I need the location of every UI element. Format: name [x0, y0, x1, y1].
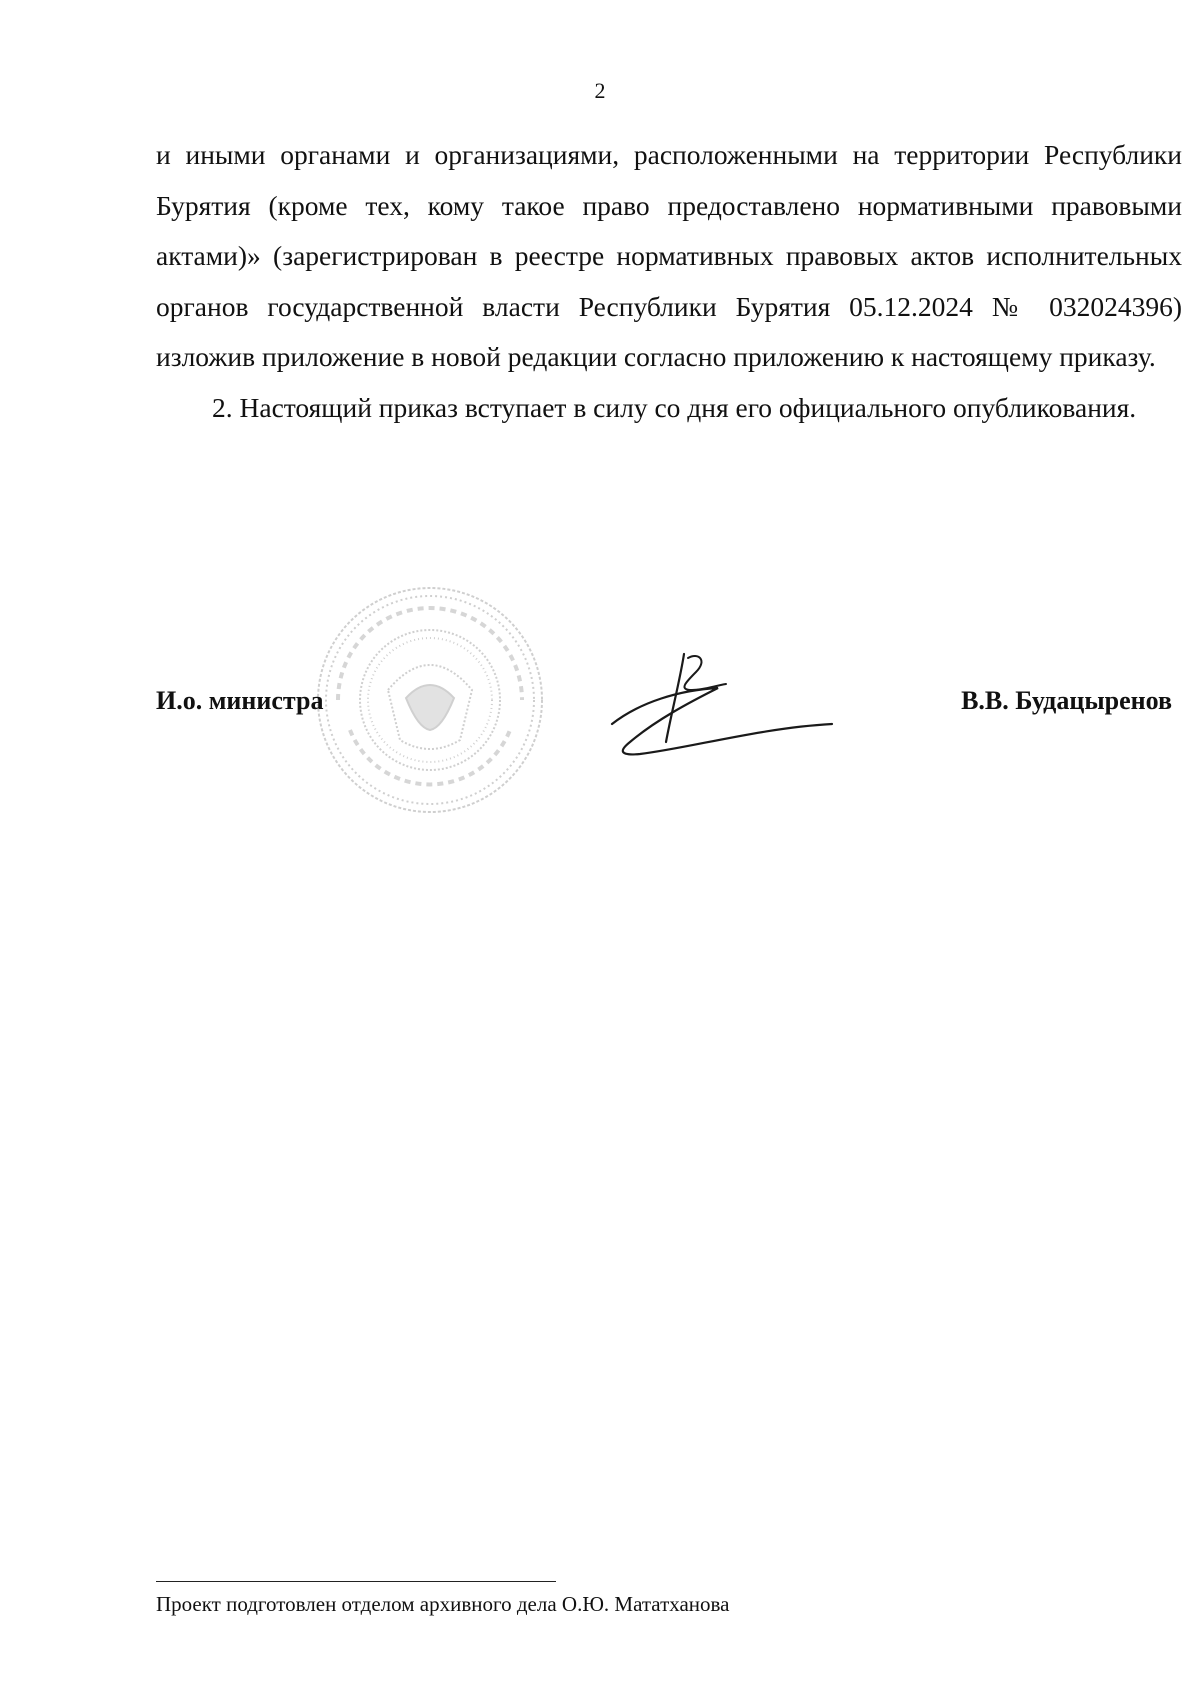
body-paragraph-effective-date: 2. Настоящий приказ вступает в силу со дня его официального опубликования. — [212, 391, 1137, 423]
body-paragraph-continuation: и иными органами и организациями, расположенными на территории Республики Бурятия (кроме тех, кому такое право предоставлено нормативными правовыми актами)» (зарегистрирован в реестре нормативных правовых актов исполнительных органов государственной власти Республики Бурятия 05.12.2024 № 032024396) изложив приложение в новой редакции согласно приложению к настоящему приказу. — [156, 139, 1182, 372]
footnote-text: Проект подготовлен отделом архивного дела О.Ю. Мататханова — [156, 1592, 730, 1616]
page-number: 2 — [594, 78, 606, 103]
document-body — [156, 130, 1182, 433]
signer-title: И.о. министра — [156, 686, 324, 715]
signer-name: В.В. Будацыренов — [961, 686, 1172, 715]
handwritten-signature-image — [600, 650, 840, 770]
official-stamp-image — [310, 580, 550, 820]
footnote-separator — [156, 1581, 556, 1582]
signature-block — [0, 560, 1200, 820]
